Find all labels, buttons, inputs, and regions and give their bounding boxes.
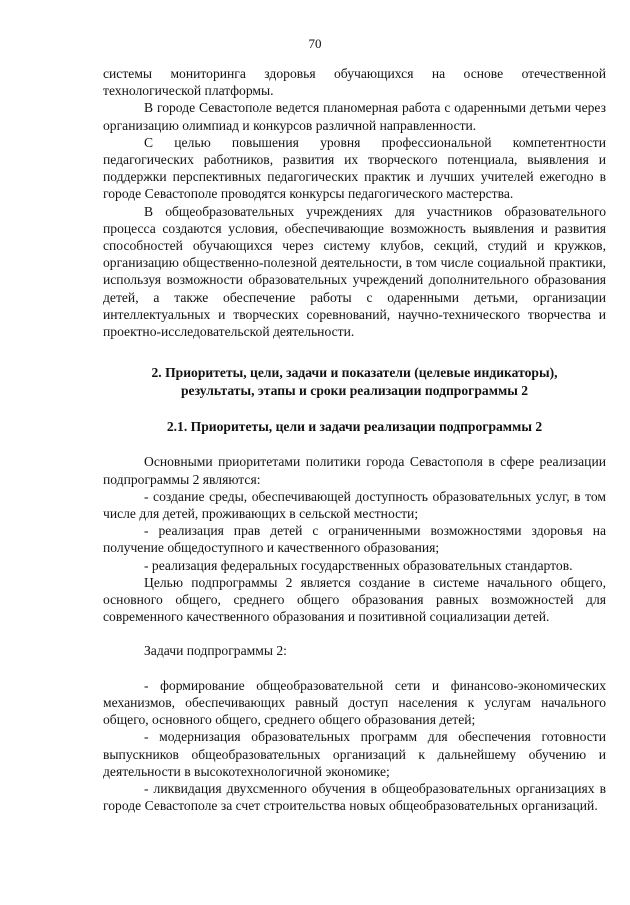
paragraph: Основными приоритетами политики города Севастополя в сфере реализации подпрограммы 2 являются: — [103, 454, 606, 487]
section-heading-line-2: результаты, этапы и сроки реализации подпрограммы 2 — [180, 383, 529, 399]
list-item: - создание среды, обеспечивающей доступность образовательных услуг, в том числе для детей, проживающих в сельской местности; — [103, 488, 606, 522]
list-item: - модернизация образовательных программ для обеспечения готовности выпускников общеобразовательных организаций к дальнейшему обучению и деятельности в высокотехнологичной экономике; — [103, 729, 606, 779]
document-body — [103, 65, 606, 814]
section-heading — [103, 364, 606, 400]
page-number: 70 — [308, 36, 322, 51]
list-item: - формирование общеобразовательной сети и финансово-экономических механизмов, обеспечивающих равный доступ населения к услугам начального общего, основного общего, среднего общего образования детей; — [103, 677, 606, 728]
tasks-title: Задачи подпрограммы 2: — [144, 643, 287, 659]
list-item: - реализация прав детей с ограниченными возможностями здоровья на получение общедоступного и качественного образования; — [103, 523, 606, 556]
paragraph: системы мониторинга здоровья обучающихся на основе отечественной технологической платформы. — [103, 66, 606, 99]
section-heading-line-1: 2. Приоритеты, цели, задачи и показатели (целевые индикаторы), — [151, 365, 558, 381]
paragraph: В городе Севастополе ведется планомерная работа с одаренными детьми через организацию олимпиад и конкурсов различной направленности. — [103, 100, 606, 133]
subsection-heading: 2.1. Приоритеты, цели и задачи реализации подпрограммы 2 — [166, 419, 543, 435]
paragraph: Целью подпрограммы 2 является создание в системе начального общего, основного общего, среднего общего образования равных возможностей для современного качественного образования и позитивной социализации детей. — [103, 574, 606, 625]
list-item: - реализация федеральных государственных образовательных стандартов. — [144, 557, 573, 573]
paragraph: С целью повышения уровня профессиональной компетентности педагогических работников, развития их творческого потенциала, выявления и поддержки перспективных педагогических практик и лучших учителей ежегодно в городе Севастополе проводятся конкурсы педагогического мастерства. — [103, 134, 606, 202]
paragraph: В общеобразовательных учреждениях для участников образовательного процесса создаются условия, обеспечивающие возможность выявления и развития способностей обучающихся через систему клубов, секций, студий и кружков, организацию общественно-полезной деятельности, в том числе социальной практики, используя возможности образовательных учреждений дополнительного образования детей, а также обеспечение работы с одаренными детьми, организации интеллектуальных и творческих соревнований, научно-технического творчества и проектно-исследовательской деятельности. — [103, 203, 606, 340]
list-item: - ликвидация двухсменного обучения в общеобразовательных организациях в городе Севастополе за счет строительства новых общеобразовательных организаций. — [103, 780, 606, 814]
